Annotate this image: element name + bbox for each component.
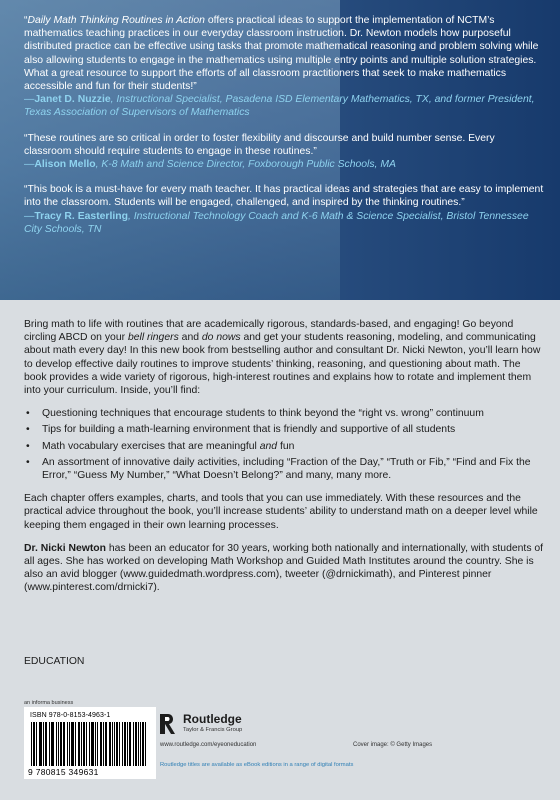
- barcode-bar: [119, 722, 120, 766]
- barcode-bar: [36, 722, 37, 766]
- intro-part-a: Bring math to life with routines that are academically rigorous, standards-based, and engaging! Go beyond circling ABCD on your: [24, 319, 514, 344]
- intro-part-c: and get your students reasoning, modeling, and communicating about math every day! In this new book from bestselling author and consultant Dr. Nicki Newton, you’ll learn how to develop effective daily routines to improve students’ thinking, reasoning, and questioning about math. The book provides a wide variety of rigorous, high-interest routines and explains how to rotate and implement them into your curriculum. Inside, you’ll find:: [24, 332, 541, 397]
- barcode-bar: [64, 722, 65, 766]
- barcode-bar: [91, 722, 92, 766]
- barcode-bar: [142, 722, 143, 766]
- barcode-bar: [61, 722, 62, 766]
- book-description: [24, 318, 544, 605]
- list-item: [42, 440, 544, 453]
- barcode-bar: [84, 722, 85, 766]
- barcode-bar: [33, 722, 34, 766]
- quote-1-name: Janet D. Nuzzie: [34, 94, 111, 106]
- barcode-bar: [58, 722, 59, 766]
- cover-image-credit: Cover image: © Getty Images: [353, 742, 433, 748]
- barcode-bar: [110, 722, 111, 766]
- barcode-bar: [40, 722, 41, 766]
- barcode-bar: [143, 722, 144, 766]
- quote-2-name: Alison Mello: [34, 159, 96, 171]
- category-label: EDUCATION: [24, 656, 85, 667]
- barcode-bar: [83, 722, 84, 766]
- barcode-bar: [45, 722, 46, 766]
- quote-3-dash: —: [24, 210, 35, 222]
- endorsement-quotes: [24, 14, 544, 248]
- barcode-bar: [93, 722, 94, 766]
- barcode-bar: [71, 722, 72, 766]
- vocab-em: and: [259, 440, 278, 452]
- barcode-bar: [122, 722, 123, 766]
- barcode-bar: [31, 722, 32, 766]
- endorsements-panel: [0, 0, 560, 300]
- barcode-bar: [138, 722, 139, 766]
- quote-1-book-title: Daily Math Thinking Routines in Action: [27, 15, 205, 26]
- author-bio-text: has been an educator for 30 years, working both nationally and internationally, with students of all ages. She has worked on developing Math Workshop and Guided Math Institutes around the country. She is also an avid blogger (www.guidedmath.wordpress.com), tweeter (@drnickimath), and Pinterest pinner (www.pinterest.com/drnicki7).: [24, 542, 544, 594]
- barcode-bar: [103, 722, 104, 766]
- barcode-bar: [106, 722, 107, 766]
- feature-list: [24, 407, 544, 482]
- quote-3-role: , Instructional Technology Coach and K-6 Math & Science Specialist, Bristol Tennessee City Schools, TN: [24, 210, 529, 235]
- quote-1-open: “: [24, 15, 28, 26]
- barcode-bar: [124, 722, 125, 766]
- barcode-bar: [67, 722, 68, 766]
- barcode-bar: [78, 722, 79, 766]
- barcode-bar: [136, 722, 137, 766]
- barcode-bar: [130, 722, 131, 766]
- barcode-bar: [105, 722, 106, 766]
- barcode-bar: [73, 722, 74, 766]
- routledge-logo-icon: [158, 712, 178, 736]
- barcode: [24, 707, 156, 779]
- barcode-bar: [125, 722, 126, 766]
- barcode-bar: [81, 722, 82, 766]
- barcode-bar: [101, 722, 102, 766]
- list-item: • Questioning techniques that encourage students to think beyond the “right vs. wrong” continuum: [42, 407, 544, 420]
- barcode-bar: [41, 722, 42, 766]
- isbn-label: ISBN 978-0-8153-4963-1: [30, 712, 111, 719]
- barcode-bar: [51, 722, 52, 766]
- quote-3: [24, 183, 544, 236]
- barcode-bar: [116, 722, 117, 766]
- barcode-bar: [127, 722, 128, 766]
- informa-tagline: an informa business: [24, 700, 74, 706]
- barcode-bar: [46, 722, 47, 766]
- barcode-bar: [135, 722, 136, 766]
- list-item: • An assortment of innovative daily activities, including “Fraction of the Day,” “Truth or Fib,” “Find and Fix the Error,” “Guess My Number,” “What Doesn’t Belong?” and many, many more.: [42, 456, 544, 482]
- barcode-bar: [56, 722, 57, 766]
- barcode-bar: [95, 722, 96, 766]
- vocab-part-b: fun: [277, 440, 295, 452]
- quote-2-text: “These routines are so critical in order to foster flexibility and discourse and build number sense. Every classroom should require students to engage in these routines.”: [24, 132, 495, 157]
- ebook-note: Routledge titles are available as eBook editions in a range of digital formats: [160, 762, 354, 768]
- quote-2-attribution: [24, 159, 396, 170]
- barcode-bar: [72, 722, 73, 766]
- quote-2: [24, 132, 544, 172]
- barcode-bar: [100, 722, 101, 766]
- barcode-bar: [75, 722, 76, 766]
- publisher-name: Routledge: [183, 712, 242, 726]
- barcode-bar: [53, 722, 54, 766]
- quote-3-attribution: [24, 211, 529, 235]
- barcode-bar: [89, 722, 90, 766]
- description-intro: [24, 318, 544, 397]
- author-bio: [24, 542, 544, 595]
- barcode-bar: [133, 722, 134, 766]
- intro-part-b: and: [178, 332, 202, 344]
- quote-1-dash: —: [24, 94, 35, 106]
- list-item: • Tips for building a math-learning environment that is friendly and supportive of all students: [42, 423, 544, 436]
- publisher-group: Taylor & Francis Group: [183, 727, 243, 733]
- quote-2-dash: —: [24, 159, 35, 171]
- quote-3-name: Tracy R. Easterling: [34, 210, 128, 222]
- barcode-bar: [140, 722, 141, 766]
- barcode-bar: [69, 722, 70, 766]
- barcode-bar: [129, 722, 130, 766]
- barcode-bar: [79, 722, 80, 766]
- quote-3-text: “This book is a must-have for every math teacher. It has practical ideas and strategies that are easy to implement into the classroom. Students will be engaged, challenged, and inspired by the thinking routines.”: [24, 184, 544, 209]
- quote-2-role: , K-8 Math and Science Director, Foxborough Public Schools, MA: [95, 159, 396, 171]
- barcode-bar: [63, 722, 64, 766]
- barcode-bar: [145, 722, 146, 766]
- vocab-part-a: Math vocabulary exercises that are meaningful: [42, 440, 260, 452]
- barcode-bar: [117, 722, 118, 766]
- barcode-bar: [39, 722, 40, 766]
- publisher-url[interactable]: www.routledge.com/eyeoneducation: [160, 742, 257, 748]
- description-chapters: Each chapter offers examples, charts, and tools that you can use immediately. With these resources and the practical advice throughout the book, you’ll increase students’ ability to understand math on a deeper level while keeping them engaged in their own learning processes.: [24, 493, 538, 531]
- barcode-bar: [52, 722, 53, 766]
- quote-1-attribution: [24, 94, 535, 118]
- barcode-bar: [97, 722, 98, 766]
- barcode-bar: [86, 722, 87, 766]
- intro-em-do-nows: do nows: [201, 332, 241, 344]
- author-name: Dr. Nicki Newton: [24, 542, 106, 554]
- isbn-digits: 9 780815 349631: [28, 767, 99, 777]
- intro-em-bell-ringers: bell ringers: [127, 332, 179, 344]
- barcode-bar: [92, 722, 93, 766]
- quote-1: [24, 14, 544, 120]
- quote-1-role: , Instructional Specialist, Pasadena ISD Elementary Mathematics, TX, and former President, Texas Association of Supervisors of Mathematics: [24, 94, 535, 119]
- barcode-bar: [34, 722, 35, 766]
- barcode-bar: [112, 722, 113, 766]
- barcode-bars: [31, 722, 149, 766]
- barcode-bar: [43, 722, 44, 766]
- barcode-bar: [114, 722, 115, 766]
- barcode-bar: [49, 722, 50, 766]
- quote-1-text: offers practical ideas to support the implementation of NCTM’s mathematics teaching practices in our everyday classroom instruction. Dr. Newton models how purposeful distributed practice can be effective using tasks that promote mathematical reasoning and problem solving while also allowing students to engage in the mathematics using multiple entry points and multiple solution strategies. What a great resource to support the efforts of all classroom practitioners that seek to make mathematics accessible and fun for their students!”: [24, 15, 539, 93]
- barcode-bar: [60, 722, 61, 766]
- barcode-bar: [109, 722, 110, 766]
